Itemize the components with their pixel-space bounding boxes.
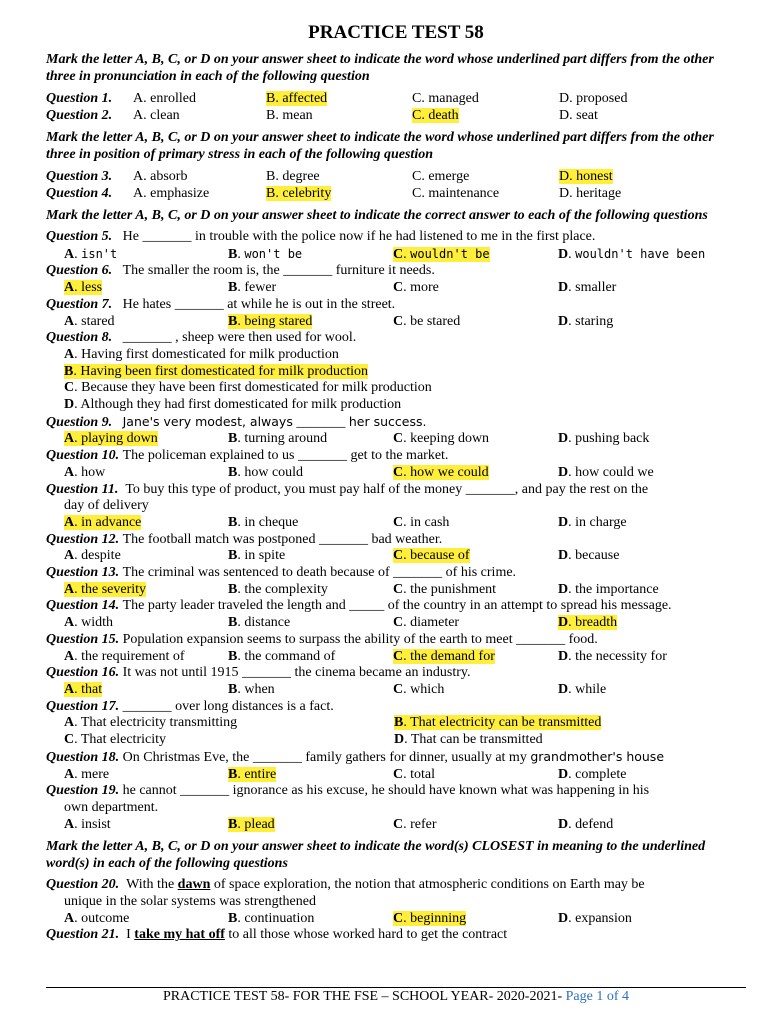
options-14 [46, 615, 746, 632]
options-20 [46, 911, 746, 928]
option-c[interactable]: C. the punishment [393, 581, 497, 597]
option-a[interactable]: A. emphasize [133, 186, 210, 201]
options-15 [46, 649, 746, 666]
option-a[interactable]: A. clean [133, 108, 180, 123]
options-10 [46, 465, 746, 482]
option-b[interactable]: B. being stared [228, 313, 313, 329]
option-d[interactable]: D. heritage [559, 186, 622, 201]
option-b[interactable]: B. continuation [228, 910, 315, 926]
question-6: Question 6. The smaller the room is, the _______ furniture it needs. [46, 263, 435, 279]
option-c[interactable]: C. in cash [393, 514, 450, 530]
option-b[interactable]: B. distance [228, 615, 291, 631]
option-a[interactable]: A. in advance [64, 514, 142, 530]
option-a[interactable]: A. That electricity transmitting [64, 715, 238, 731]
question-19: Question 19. he cannot _______ ignorance as his excuse, he should have known what was happening in his [46, 783, 650, 799]
question-4: Question 4. A. emphasize B. celebrity C. maintenance D. heritage [46, 185, 746, 202]
options-13 [46, 582, 746, 599]
question-2: Question 2. A. clean B. mean C. death D. seat [46, 107, 746, 124]
options-11 [46, 515, 746, 532]
option-d[interactable]: D. breadth [558, 615, 618, 631]
question-20: Question 20. With the dawn of space exploration, the notion that atmospheric conditions on Earth may be [46, 877, 645, 893]
options-5 [46, 246, 746, 264]
option-b[interactable]: B. the complexity [228, 581, 328, 597]
option-d[interactable]: D. pushing back [558, 431, 650, 447]
option-c[interactable]: C. maintenance [412, 186, 500, 201]
question-13: Question 13. The criminal was sentenced to death because of _______ of his crime. [46, 565, 517, 581]
option-b[interactable]: B. when [228, 681, 275, 697]
question-21: Question 21. I take my hat off to all those whose worked hard to get the contract [46, 927, 508, 943]
options-12 [46, 548, 746, 565]
option-c[interactable]: C. That electricity [64, 732, 166, 748]
question-12: Question 12. The football match was postponed _______ bad weather. [46, 531, 443, 547]
option-d[interactable]: D. expansion [558, 910, 632, 926]
option-b[interactable]: B. That electricity can be transmitted [394, 715, 602, 731]
option-a[interactable]: A. playing down [64, 431, 158, 447]
option-b[interactable]: B. celebrity [266, 186, 332, 201]
option-c[interactable]: C. managed [412, 91, 479, 106]
option-b[interactable]: B. plead [228, 816, 275, 832]
option-a[interactable]: A. that [64, 681, 103, 697]
option-b[interactable]: B. degree [266, 169, 320, 184]
option-a[interactable]: A. isn't [64, 246, 118, 262]
section-instruction-stress: Mark the letter A, B, C, or D on your answer sheet to indicate the word whose underlined part differs from the other three in position of primary stress in each of the following question [46, 130, 714, 162]
page-footer [46, 989, 746, 1005]
question-11-continued: day of delivery [64, 498, 149, 514]
option-b[interactable]: B. Having been first domesticated for milk production [64, 363, 369, 379]
option-c[interactable]: C. more [393, 280, 439, 296]
option-a[interactable]: A. less [64, 280, 103, 296]
option-b[interactable]: B. how could [228, 464, 304, 480]
question-7: Question 7. He hates _______ at while he is out in the street. [46, 296, 396, 312]
option-d[interactable]: D. defend [558, 816, 614, 832]
option-d[interactable]: D. seat [559, 108, 598, 123]
options-16 [46, 682, 746, 699]
option-b[interactable]: B. the command of [228, 648, 336, 664]
section-instruction-closest: Mark the letter A, B, C, or D on your answer sheet to indicate the word(s) CLOSEST in meaning to the underlined word(s) in each of the following questions [46, 839, 706, 872]
question-14: Question 14. The party leader traveled the length and _____ of the country in an attempt to spread his message. [46, 598, 672, 614]
option-c[interactable]: C. diameter [393, 615, 460, 631]
footer-text: PRACTICE TEST 58- FOR THE FSE – SCHOOL YEAR- 2020-2021- [162, 989, 563, 1004]
options-19 [46, 817, 746, 834]
option-b[interactable]: B. won't be [228, 246, 303, 262]
options-17-ab [46, 715, 746, 732]
option-b[interactable]: B. entire [228, 766, 277, 782]
option-d[interactable]: D. staring [558, 313, 614, 329]
option-d[interactable]: D. honest [559, 169, 613, 184]
question-17: Question 17. _______ over long distances is a fact. [46, 698, 334, 714]
option-a[interactable]: A. Having first domesticated for milk production [64, 346, 339, 362]
option-a[interactable]: A. how [64, 464, 106, 480]
option-d[interactable]: D. wouldn't have been [558, 246, 706, 262]
option-d[interactable]: D. complete [558, 766, 627, 782]
option-a[interactable]: A. despite [64, 548, 121, 564]
option-d[interactable]: D. That can be transmitted [394, 732, 543, 748]
question-18: Question 18. On Christmas Eve, the _______ family gathers for dinner, usually at my grandmother's house [46, 748, 665, 765]
section-instruction-correct: Mark the letter A, B, C, or D on your answer sheet to indicate the correct answer to each of the following questions [46, 208, 708, 223]
option-b[interactable]: B. mean [266, 108, 313, 123]
options-17-cd [46, 732, 746, 749]
option-c[interactable]: C. total [393, 766, 436, 782]
option-a[interactable]: A. insist [64, 816, 111, 832]
option-b[interactable]: B. turning around [228, 431, 328, 447]
option-d[interactable]: D. how could we [558, 464, 654, 480]
page-number: Page 1 of 4 [565, 989, 630, 1004]
option-c[interactable]: C. because of [393, 548, 470, 564]
option-c[interactable]: C. the demand for [393, 648, 495, 664]
question-20-continued: unique in the solar systems was strengthened [64, 894, 316, 910]
option-a[interactable]: A. the requirement of [64, 648, 185, 664]
question-11: Question 11. To buy this type of product, you must pay half of the money _______, and pay the rest on the [46, 481, 649, 497]
option-d[interactable]: D. the importance [558, 581, 659, 597]
option-d[interactable]: D. the necessity for [558, 648, 667, 664]
option-c[interactable]: C. emerge [412, 169, 470, 184]
option-a[interactable]: A. absorb [133, 169, 188, 184]
option-b[interactable]: B. fewer [228, 280, 277, 296]
option-c[interactable]: C. wouldn't be [393, 246, 490, 262]
options-6 [46, 280, 746, 297]
option-d[interactable]: D. while [558, 681, 607, 697]
option-a[interactable]: A. stared [64, 313, 115, 329]
footer-divider [46, 987, 746, 988]
question-8: Question 8. _______ , sheep were then used for wool. [46, 330, 357, 346]
page-title: PRACTICE TEST 58 [308, 22, 484, 43]
question-15: Question 15. Population expansion seems to surpass the ability of the earth to meet _______ food. [46, 631, 598, 647]
option-b[interactable]: B. in spite [228, 548, 286, 564]
option-d[interactable]: D. Although they had first domesticated for milk production [64, 397, 402, 413]
options-7 [46, 314, 746, 331]
option-a[interactable]: A. width [64, 615, 114, 631]
option-d[interactable]: D. in charge [558, 514, 627, 530]
option-c[interactable]: C. keeping down [393, 431, 490, 447]
option-d[interactable]: D. smaller [558, 280, 617, 296]
option-a[interactable]: A. outcome [64, 910, 130, 926]
question-16: Question 16. It was not until 1915 _______ the cinema became an industry. [46, 665, 471, 681]
options-9 [46, 431, 746, 448]
option-c[interactable]: C. be stared [393, 313, 461, 329]
question-1: Question 1. A. enrolled B. affected C. managed D. proposed [46, 90, 746, 107]
question-9: Question 9. Jane's very modest, always _______ her success. [46, 413, 427, 430]
option-d[interactable]: D. because [558, 548, 620, 564]
option-a[interactable]: A. enrolled [133, 91, 196, 106]
option-b[interactable]: B. in cheque [228, 514, 299, 530]
option-c[interactable]: C. refer [393, 816, 437, 832]
option-d[interactable]: D. proposed [559, 91, 628, 106]
option-b[interactable]: B. affected [266, 91, 328, 106]
option-a[interactable]: A. the severity [64, 581, 147, 597]
question-19-continued: own department. [64, 799, 159, 815]
option-c[interactable]: C. Because they have been first domesticated for milk production [64, 380, 432, 396]
option-c[interactable]: C. beginning [393, 910, 467, 926]
option-c[interactable]: C. death [412, 108, 459, 123]
option-c[interactable]: C. how we could [393, 464, 489, 480]
test-page [46, 22, 746, 944]
question-10: Question 10. The policeman explained to us _______ get to the market. [46, 448, 449, 464]
options-18 [46, 767, 746, 784]
section-instruction-pronunciation: Mark the letter A, B, C, or D on your answer sheet to indicate the word whose underlined part differs from the other three in pronunciation in each of the following question [46, 52, 714, 84]
question-3: Question 3. A. absorb B. degree C. emerge D. honest [46, 168, 746, 185]
option-a[interactable]: A. mere [64, 766, 110, 782]
question-5: Question 5. He _______ in trouble with the police now if he had listened to me in the first place. [46, 229, 596, 244]
option-c[interactable]: C. which [393, 681, 445, 697]
